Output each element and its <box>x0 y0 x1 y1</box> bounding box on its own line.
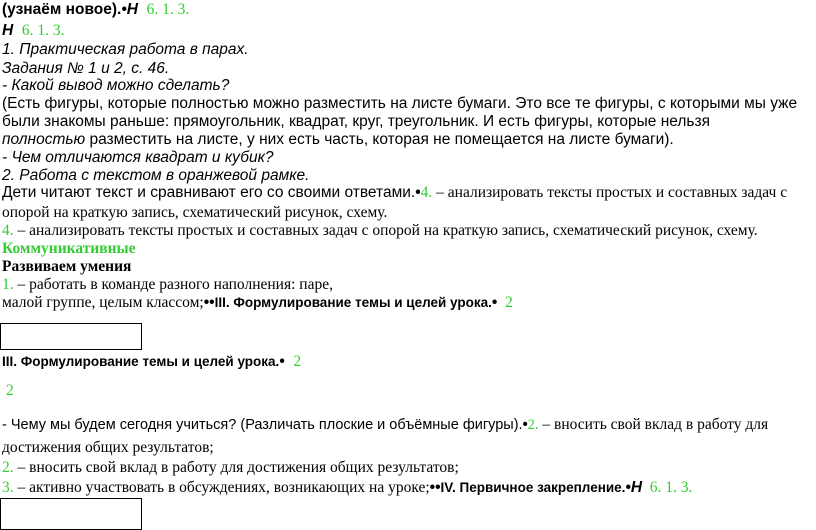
bullet: • <box>522 417 528 433</box>
empty-box <box>0 498 142 530</box>
line-13 <box>2 223 758 239</box>
line-1 <box>2 2 189 18</box>
line-22 <box>2 460 459 476</box>
line-12: опорой на краткую запись, схематический рисунок, схему. <box>2 204 388 221</box>
section-title: III. Формулирование темы и целей урока. <box>214 295 492 310</box>
line-7: были знакомы раньше: прямоугольник, квадрат, круг, треугольник. И есть фигуры, которые нельзя <box>2 113 711 130</box>
bullets: •• <box>203 294 215 311</box>
line-1-text: (узнаём новое). <box>2 1 122 18</box>
line-23 <box>2 480 692 496</box>
code-ref: 2. <box>2 459 14 476</box>
code-ref: 4. <box>420 184 433 201</box>
line-11-text: Дети читают текст и сравнивают его со своими ответами. <box>2 184 416 201</box>
bullets: •• <box>429 479 441 496</box>
section-title: III. Формулирование темы и целей урока. <box>2 354 280 369</box>
code-ref: 6. 1. 3. <box>146 1 190 18</box>
line-20-tail: – вносить свой вклад в работу для <box>538 416 769 433</box>
line-8-text: разместить на листе, у них есть часть, которая не помещается на листе бумаги). <box>85 131 674 148</box>
bullet-n-marker: •Н <box>625 479 643 496</box>
line-3: 1. Практическая работа в парах. <box>2 41 249 58</box>
line-16-text: – работать в команде разного наполнения: паре, <box>13 276 333 293</box>
code-ref-standalone: 2 <box>6 382 14 399</box>
bullet: • <box>279 353 285 370</box>
line-11 <box>2 185 787 201</box>
line-20-text: - Чему мы будем сегодня учиться? (Различать плоские и объёмные фигуры). <box>2 417 523 433</box>
communicative-heading: Коммуникативные <box>2 240 136 257</box>
line-4: Задания № 1 и 2, с. 46. <box>2 60 170 77</box>
line-8 <box>2 132 674 148</box>
line-17-text: малой группе, целым классом; <box>2 294 204 311</box>
line-13-text: – анализировать тексты простых и составных задач с опорой на краткую запись, схематический рисунок, схему. <box>13 222 758 239</box>
code-ref: 2. <box>527 417 539 433</box>
line-21: достижения общих результатов; <box>2 439 214 456</box>
line-6: (Есть фигуры, которые полностью можно разместить на листе бумаги. Это все те фигуры, с которыми мы уже <box>2 95 798 112</box>
line-2 <box>2 23 64 39</box>
code-ref: 2 <box>505 294 513 311</box>
bullet: • <box>415 184 421 201</box>
line-10: 2. Работа с текстом в оранжевой рамке. <box>2 167 310 184</box>
line-5: - Какой вывод можно сделать? <box>2 77 230 94</box>
empty-box <box>0 323 142 350</box>
bullet: • <box>491 294 498 311</box>
code-ref: 2 <box>293 353 302 370</box>
italic-word: полностью <box>2 131 86 148</box>
develop-skills-heading: Развиваем умения <box>2 258 132 275</box>
line-17 <box>2 295 513 311</box>
line-23-text: – активно участвовать в обсуждениях, возникающих на уроке; <box>13 479 430 496</box>
code-ref: 4. <box>2 222 14 239</box>
n-marker: Н <box>2 22 14 39</box>
line-11-tail: – анализировать тексты простых и составных задач с <box>432 184 788 201</box>
line-16 <box>2 277 333 293</box>
code-ref: 3. <box>2 479 14 496</box>
line-9: - Чем отличаются квадрат и кубик? <box>2 149 274 166</box>
code-ref: 6. 1. 3. <box>21 22 65 39</box>
line-18 <box>2 354 301 370</box>
bullet-n-marker: •Н <box>121 1 138 18</box>
section-title: IV. Первичное закрепление. <box>440 480 626 495</box>
code-ref: 1. <box>2 276 14 293</box>
line-22-text: – вносить свой вклад в работу для достижения общих результатов; <box>13 459 459 476</box>
line-20 <box>2 417 768 433</box>
code-ref: 6. 1. 3. <box>649 479 693 496</box>
